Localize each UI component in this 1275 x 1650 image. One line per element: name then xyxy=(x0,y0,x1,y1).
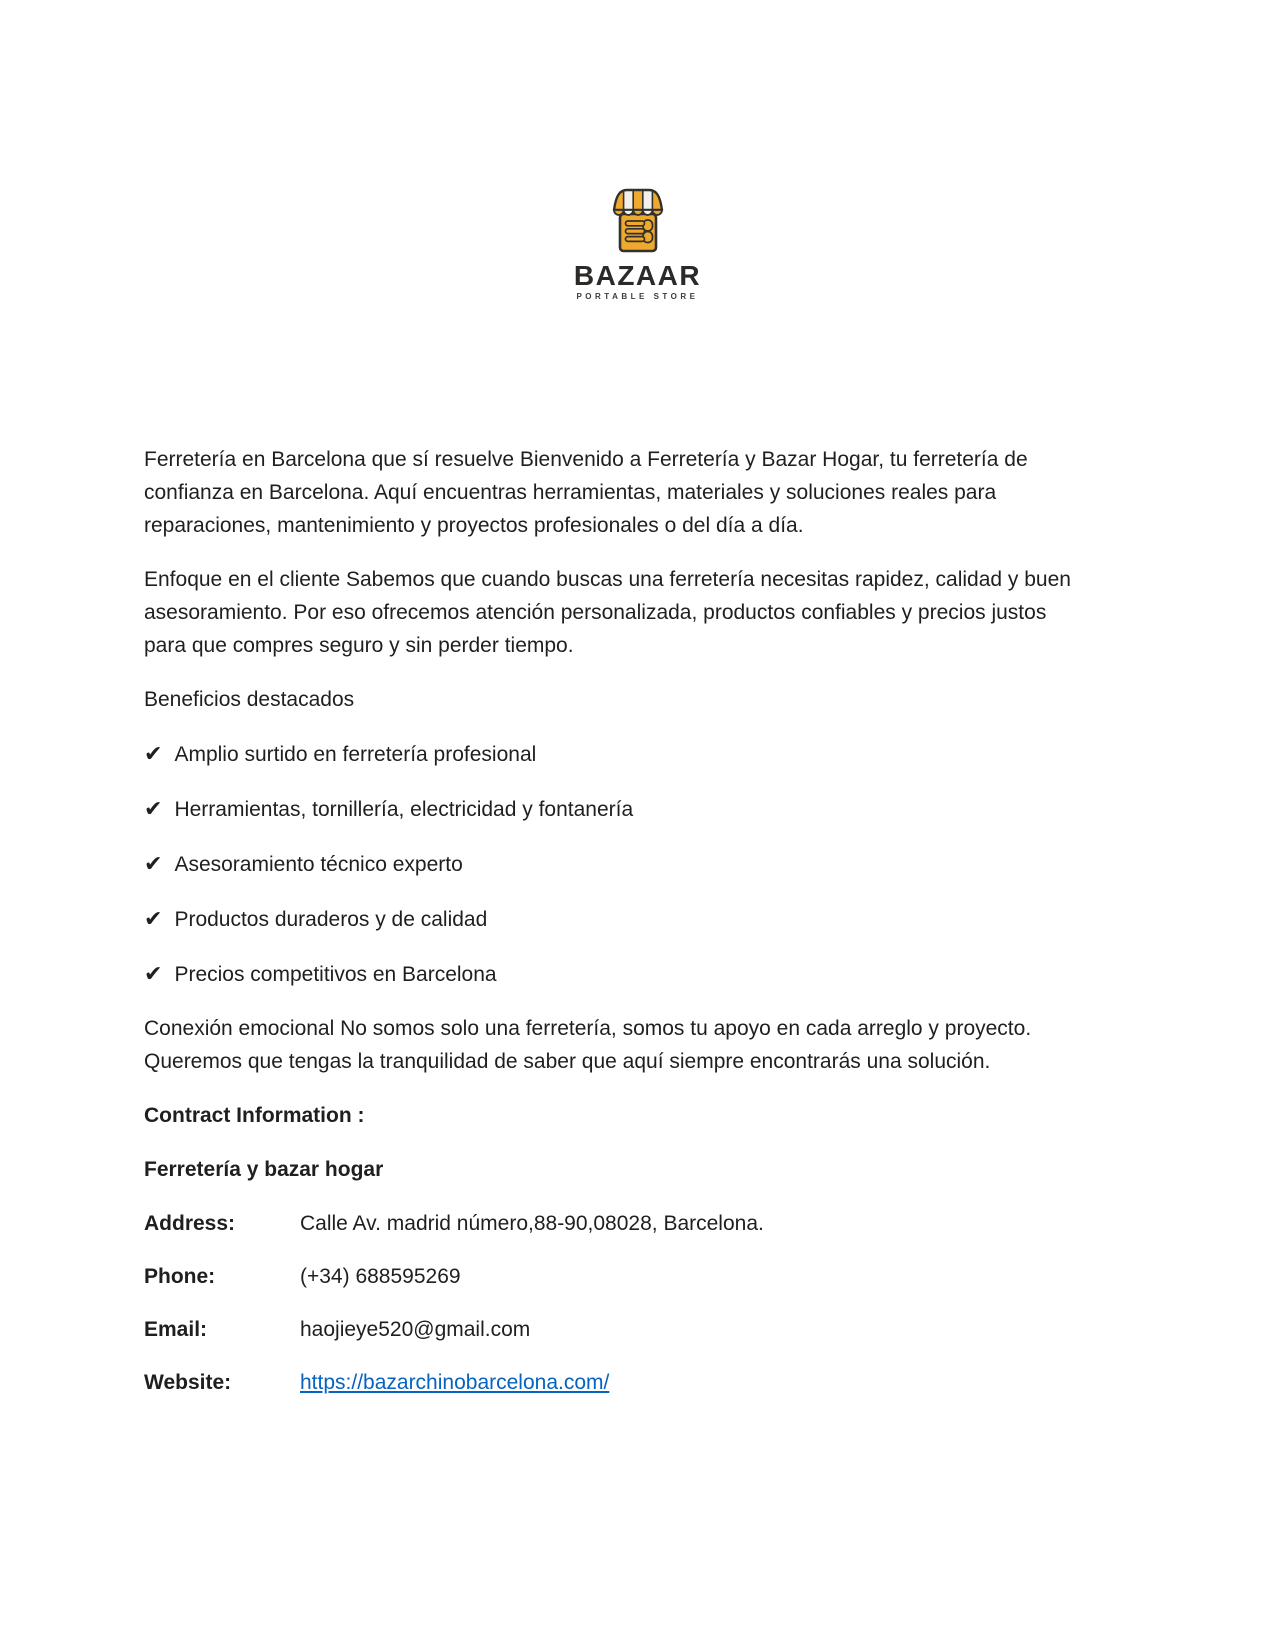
benefit-text: Asesoramiento técnico experto xyxy=(174,853,463,876)
benefit-item xyxy=(144,847,1079,881)
bazaar-store-icon xyxy=(612,186,664,254)
website-link[interactable]: https://bazarchinobarcelona.com/ xyxy=(300,1371,610,1394)
contact-row-address xyxy=(144,1207,1079,1240)
logo xyxy=(0,0,1275,302)
document-body xyxy=(144,443,1079,1399)
benefit-item xyxy=(144,792,1079,826)
email-label: Email: xyxy=(144,1318,208,1341)
benefit-text: Herramientas, tornillería, electricidad y fontanería xyxy=(174,798,634,821)
check-icon: ✔ xyxy=(144,851,163,876)
benefit-text: Amplio surtido en ferretería profesional xyxy=(174,743,537,766)
logo-wordmark: BAZAAR xyxy=(573,260,702,291)
contact-row-email xyxy=(144,1313,1079,1346)
email-value: haojieye520@gmail.com xyxy=(300,1318,531,1341)
benefit-text: Productos duraderos y de calidad xyxy=(174,908,488,931)
benefits-heading: Beneficios destacados xyxy=(144,688,355,711)
check-icon: ✔ xyxy=(144,741,163,766)
intro-paragraph: Ferretería en Barcelona que sí resuelve Bienvenido a Ferretería y Bazar Hogar, tu ferretería de confianza en Barcelona. Aquí encuentras herramientas, materiales y soluciones reales para reparaciones, mantenimiento y proyectos profesionales o del día a día. xyxy=(144,448,1028,537)
phone-label: Phone: xyxy=(144,1265,216,1288)
benefit-item xyxy=(144,957,1079,991)
phone-value: (+34) 688595269 xyxy=(300,1265,461,1288)
contact-row-phone xyxy=(144,1260,1079,1293)
customer-focus-paragraph: Enfoque en el cliente Sabemos que cuando buscas una ferretería necesitas rapidez, calidad y buen asesoramiento. Por eso ofrecemos atención personalizada, productos confiables y precios justos para que compres seguro y sin perder tiempo. xyxy=(144,568,1071,657)
address-label: Address: xyxy=(144,1212,236,1235)
check-icon: ✔ xyxy=(144,961,163,986)
emotional-paragraph: Conexión emocional No somos solo una ferretería, somos tu apoyo en cada arreglo y proyecto. Queremos que tengas la tranquilidad de saber que aquí siempre encontrarás una solución. xyxy=(144,1017,1032,1073)
check-icon: ✔ xyxy=(144,906,163,931)
contact-row-website xyxy=(144,1366,1079,1399)
check-icon: ✔ xyxy=(144,796,163,821)
logo-tagline: PORTABLE STORE xyxy=(576,292,699,301)
benefit-item xyxy=(144,737,1079,771)
website-label: Website: xyxy=(144,1371,232,1394)
contact-heading: Contract Information : xyxy=(144,1104,365,1127)
address-value: Calle Av. madrid número,88-90,08028, Barcelona. xyxy=(300,1212,764,1235)
company-name: Ferretería y bazar hogar xyxy=(144,1158,384,1181)
benefit-item xyxy=(144,902,1079,936)
benefit-text: Precios competitivos en Barcelona xyxy=(174,963,497,986)
